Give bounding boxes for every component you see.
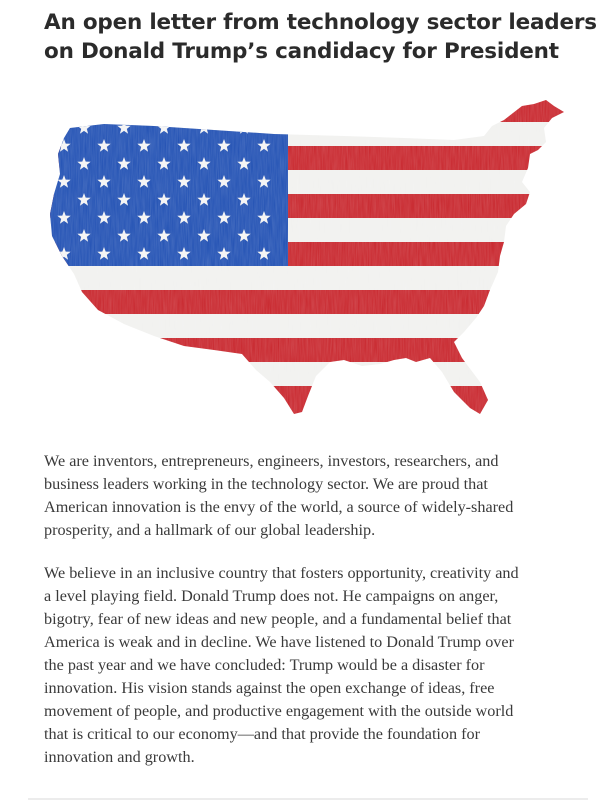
bottom-divider [28, 798, 588, 800]
text-line: a level playing field. Donald Trump does not. He campaigns on anger, [44, 587, 499, 605]
text-line: movement of people, and productive engagement with the outside world [44, 702, 514, 720]
title-line: An open letter from technology sector leaders [44, 10, 597, 35]
star-icon [217, 103, 230, 116]
star-icon [97, 103, 110, 116]
flag-fill [44, 96, 570, 422]
text-line: that is critical to our economy—and that provide the foundation for [44, 725, 481, 743]
text-line: innovation. His vision stands against the open exchange of ideas, free [44, 679, 495, 697]
star-icon [57, 103, 70, 116]
text-line: bigotry, fear of new ideas and new people, and a fundamental belief that [44, 610, 512, 628]
us-flag-map-image [44, 96, 570, 422]
text-line: innovation and growth. [44, 748, 195, 766]
paragraph [44, 450, 574, 542]
star-icon [137, 103, 150, 116]
text-line: We believe in an inclusive country that fosters opportunity, creativity and [44, 564, 519, 582]
article-body [44, 450, 574, 789]
us-flag-map-svg [44, 96, 570, 422]
paragraph [44, 562, 574, 769]
star-icon [257, 103, 270, 116]
text-line: American innovation is the envy of the world, a source of widely-shared [44, 498, 514, 516]
star-icon [177, 103, 190, 116]
title-line: on Donald Trump’s candidacy for President [44, 39, 559, 64]
text-line: business leaders working in the technology sector. We are proud that [44, 475, 488, 493]
text-line: We are inventors, entrepreneurs, engineers, investors, researchers, and [44, 452, 499, 470]
text-line: the past year and we have concluded: Trump would be a disaster for [44, 656, 485, 674]
text-line: America is weak and in decline. We have listened to Donald Trump over [44, 633, 514, 651]
article-title [44, 8, 597, 66]
text-line: prosperity, and a hallmark of our global leadership. [44, 521, 376, 539]
